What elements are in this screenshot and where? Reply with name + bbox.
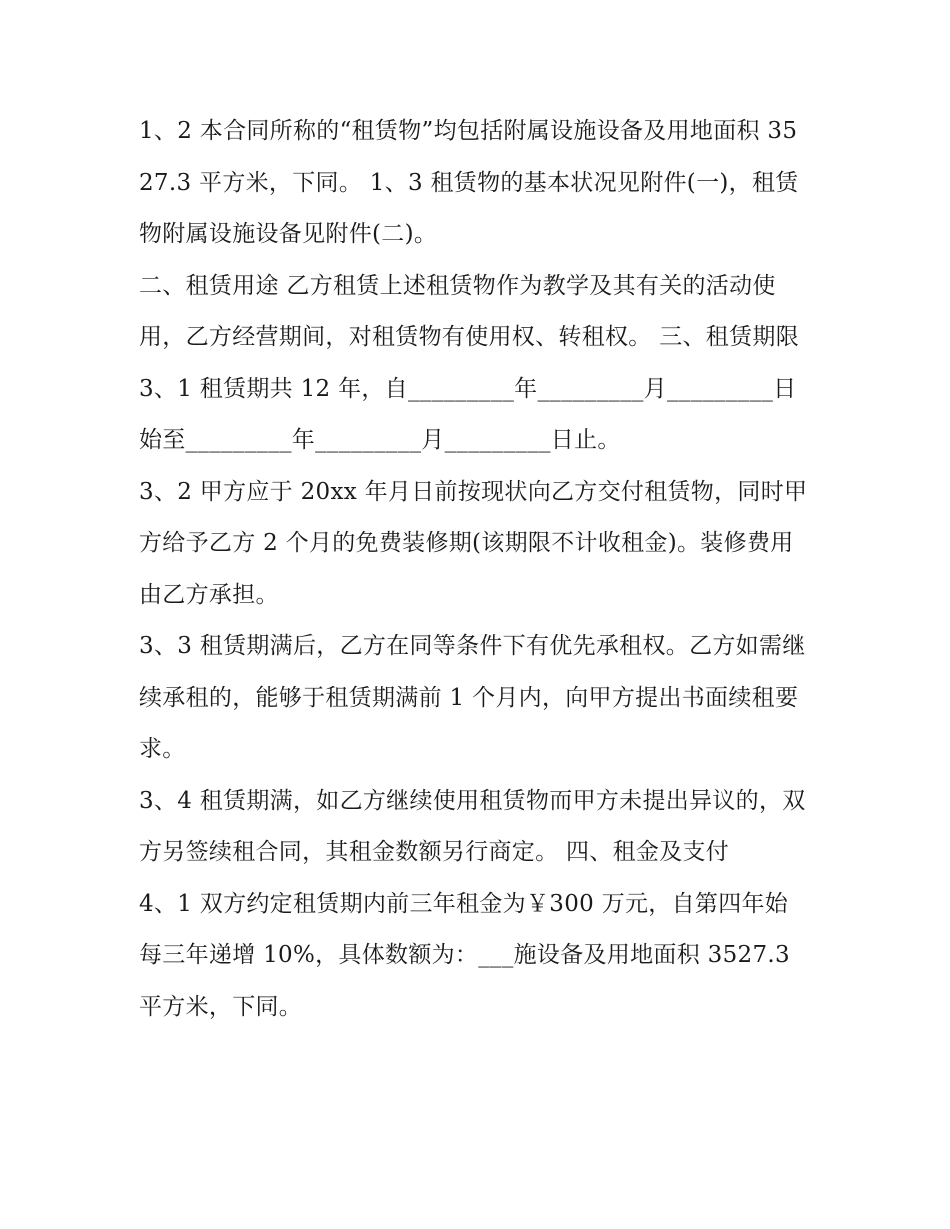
paragraph-3-4-expiry: 3、4 租赁期满，如乙方继续使用租赁物而甲方未提出异议的，双方另签续租合同，其租金数额另行商定。 四、租金及支付 — [139, 787, 806, 865]
paragraph-3-1-lease-term: 3、1 租赁期共 12 年，自_________年_________月_________日始至_________年_________月_________日止。 — [139, 375, 797, 453]
document-body — [139, 106, 811, 1033]
paragraph-3-2-delivery: 3、2 甲方应于 20xx 年月日前按现状向乙方交付租赁物，同时甲方给予乙方 2 个月的免费装修期(该期限不计收租金)。装修费用由乙方承担。 — [139, 478, 808, 608]
paragraph-4-1-rent: 4、1 双方约定租赁期内前三年租金为￥300 万元，自第四年始每三年递增 10%，具体数额为：___施设备及用地面积 3527.3 平方米，下同。 — [139, 890, 798, 1020]
paragraph-lease-purpose: 二、租赁用途 乙方租赁上述租赁物作为教学及其有关的活动使用，乙方经营期间，对租赁物有使用权、转租权。 三、租赁期限 — [139, 272, 800, 350]
paragraph-3-3-renewal-priority: 3、3 租赁期满后，乙方在同等条件下有优先承租权。乙方如需继续承租的，能够于租赁期满前 1 个月内，向甲方提出书面续租要求。 — [139, 633, 806, 762]
paragraph-1-2-leased-property: 1、2 本合同所称的“租赁物”均包括附属设施设备及用地面积 3527.3 平方米，下同。 1、3 租赁物的基本状况见附件(一)，租赁物附属设施设备见附件(二)。 — [139, 118, 799, 247]
